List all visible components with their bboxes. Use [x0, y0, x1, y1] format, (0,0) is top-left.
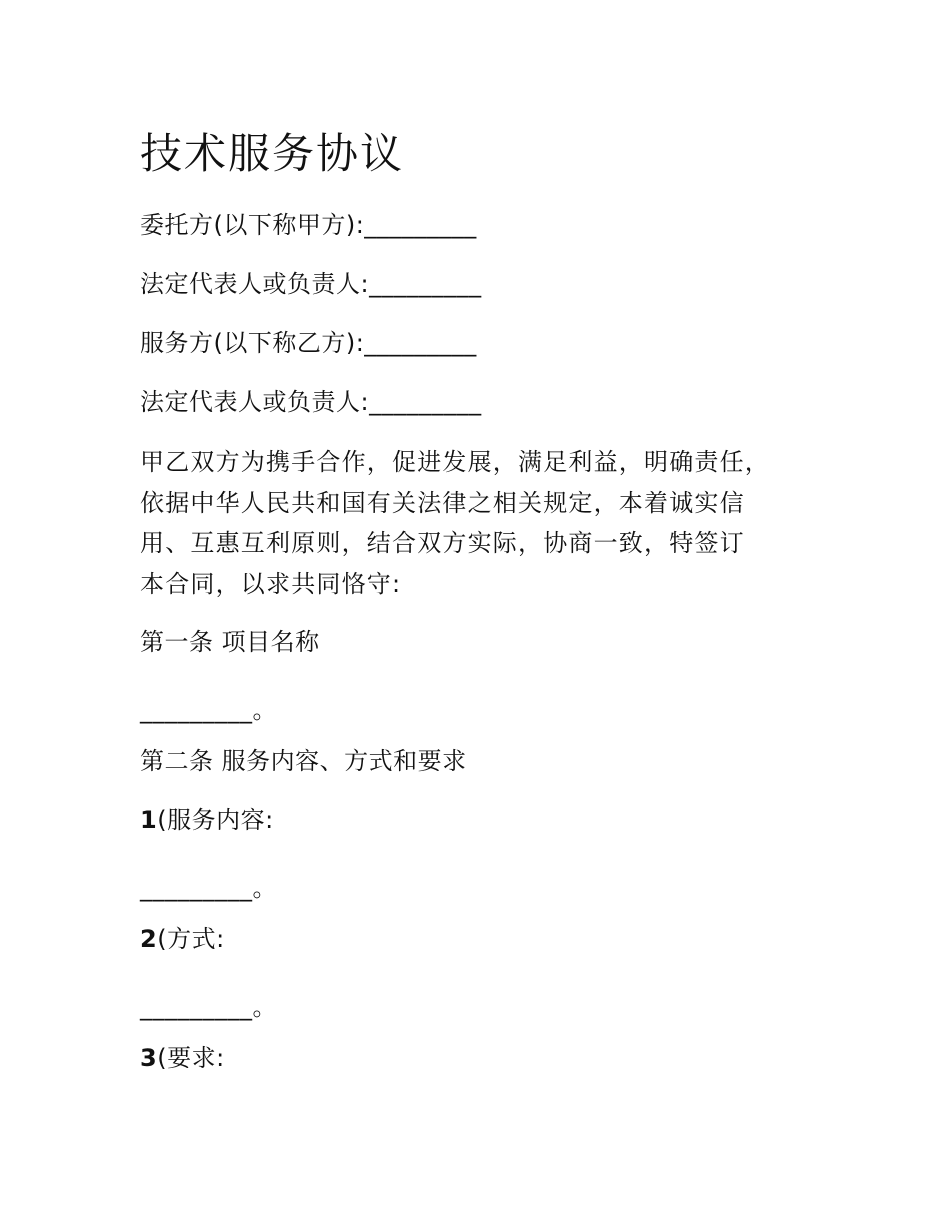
article-1-heading: 第一条 项目名称 [140, 628, 320, 656]
client-representative-line: 法定代表人或负责人:_________ [140, 270, 482, 298]
preamble-line: 甲乙双方为携手合作，促进发展，满足利益，明确责任， [140, 448, 770, 476]
article-2-heading: 第二条 服务内容、方式和要求 [140, 747, 467, 775]
item-1-label [140, 805, 274, 835]
item-3-label [140, 1043, 225, 1073]
item-number: 3 [140, 1044, 158, 1072]
item-text: (方式: [157, 925, 225, 953]
client-line: 委托方(以下称甲方):_________ [140, 211, 477, 239]
item-text: (服务内容: [157, 806, 274, 834]
document-title: 技术服务协议 [140, 129, 405, 178]
preamble-line: 依据中华人民共和国有关法律之相关规定，本着诚实信 [140, 488, 745, 517]
item-number: 1 [140, 806, 158, 834]
article-1-blank: _________。 [140, 696, 277, 724]
provider-representative-line: 法定代表人或负责人:_________ [140, 388, 482, 416]
preamble-line: 本合同，以求共同恪守: [140, 569, 402, 598]
item-1-blank: _________。 [140, 874, 277, 902]
preamble-line: 用、互惠互利原则，结合双方实际，协商一致，特签订 [140, 529, 745, 557]
item-number: 2 [140, 925, 158, 953]
preamble-paragraph [140, 442, 820, 604]
item-2-blank: _________。 [140, 993, 277, 1021]
provider-line: 服务方(以下称乙方):_________ [140, 329, 477, 357]
item-2-label [140, 924, 225, 954]
item-text: (要求: [157, 1044, 225, 1072]
